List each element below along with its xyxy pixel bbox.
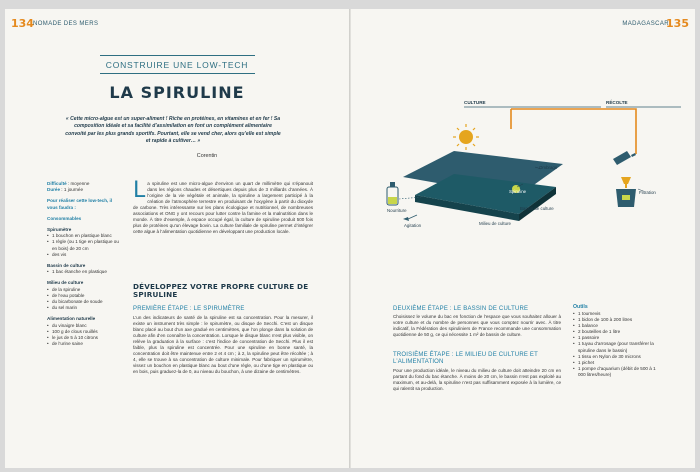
running-header-left: NOMADE DES MERS xyxy=(33,21,99,27)
group-title: Bassin de culture xyxy=(47,263,86,269)
drop-cap: L xyxy=(133,178,146,203)
list-item: • du sel marin xyxy=(47,305,121,311)
step-1-text: L’un des indicateurs de santé de la spiruline est sa concentration. Pour la mesurer, il existe un instrument très simple : le spirumètre, ou disque de Secchi. C’est un disque blanc placé au bout d’un axe gradué en centimètres, que l’on plonge dans la solution de culture afin d’en connaître la concentration. Lorsque le disque blanc n’est plus visible, on relève la graduation à la surface : c’est l’indice de concentration de Secchi. Plus il est faible, plus la spiruline est concentrée. Pour une spiruline en bonne santé, la concentration doit être maintenue entre 2 et 4 cm ; à 2, la spiruline peut être récoltée ; à 4, elle se trouve à sa concentration de culture minimale. Pour fabriquer un spirumètre, vissez un bouchon en plastique blanc au bout d’une règle, ou d’une tige en plastique ou en bois, puis graduez-la de 0, au niveau du bouchon, à une dizaine de centimètres. xyxy=(133,315,313,375)
harvest-label: RÉCOLTE xyxy=(606,100,628,105)
group-title: Alimentation naturelle xyxy=(47,316,96,322)
section-rule-top xyxy=(100,55,255,56)
tool-item: • 1 pompe d’aquarium (débit de 500 à 1 000 litres/heure) xyxy=(573,366,657,378)
list-item: • de l’eau potable xyxy=(47,293,121,299)
filter-bucket-icon xyxy=(616,189,636,207)
culture-diagram xyxy=(351,9,695,269)
list-item: • 1 règle (ou 1 tige en plastique ou en bois) de 20 cm xyxy=(47,239,121,251)
difficulty-value: : moyenne xyxy=(66,181,90,186)
intro-quote: « Cette micro-algue est un super-aliment ! Riche en protéines, en vitamines et en fer ! Sa composition idéale et sa facilité d’assimilation en font un complément alimentaire convoité par les plus grands sportifs. Pourtant, elle se vend cher, alors qu’elle est simple et rapide à cultiver… » xyxy=(65,116,281,144)
running-header-right: MADAGASCAR xyxy=(622,21,669,27)
tools-list xyxy=(573,311,657,378)
funnel-icon xyxy=(621,177,631,188)
tool-item: • 2 bouteilles de 1 litre xyxy=(573,329,657,335)
process-bracket xyxy=(511,109,636,154)
list-item: • du bicarbonate de soude xyxy=(47,299,121,305)
tool-item: • 1 passoire xyxy=(573,335,657,341)
left-page xyxy=(5,9,349,468)
duration-value: : 1 journée xyxy=(60,187,84,193)
page-title: LA SPIRULINE xyxy=(109,83,245,102)
food-bottle-icon xyxy=(387,182,398,205)
section-subhead: DÉVELOPPEZ VOTRE PROPRE CULTURE DE SPIRULINE xyxy=(133,282,309,300)
step-3-title: TROISIÈME ÉTAPE : LE MILIEU DE CULTURE ET L’ALIMENTATION xyxy=(393,352,538,365)
label-bassin: Bassin de culture xyxy=(520,206,554,211)
step-3-text: Pour une production idéale, le niveau du milieu de culture doit atteindre 20 cm en partant du fond du bac étanche. À moins de 20 cm, le bassin n’est pas exploité au maximum, et au-delà, la spiruline n’est pas suffisamment exposée à la lumière, ce qui ralentit sa production. xyxy=(393,368,561,392)
label-milieu: Milieu de culture xyxy=(479,221,511,226)
page-number-right: 135 xyxy=(666,17,689,30)
intro-text: a spiruline est une micro-algue d’environ un quart de millimètre qui s’épanouit dans les régions chaudes et désertiques depuis plus de 3 milliards d’années. À l’origine de la vie végétale et animale, la spiruline a largement participé à la création de l’atmosphère terrestre en produisant de l’oxygène à partir du dioxyde de carbone. Très intéressante sur les plans écologique et nutritionnel, de nombreuses associations et ONG y ont recours pour lutter contre la famine et la malnutrition dans le monde. À titre d’exemple, à espace occupé égal, la culture de spiruline produit 500 fois plus de protéines qu’un élevage bovin. La culture familiale de spiruline permet d’intégrer cette algue à l’alimentation quotidienne en développant une production locale. xyxy=(133,181,313,235)
materials-sidebar xyxy=(47,181,121,347)
tools-title: Outils xyxy=(573,304,588,310)
page-number-left: 134 xyxy=(11,17,34,30)
duration-label: Durée xyxy=(47,187,61,193)
tool-item: • 1 pichet xyxy=(573,360,657,366)
tool-item: • 1 balance xyxy=(573,323,657,329)
tool-item: • 1 tournevis xyxy=(573,311,657,317)
tool-item: • 1 tuyau d’arrosage (pour transférer la spiruline dans le bassin) xyxy=(573,341,657,353)
quote-author: Corentin xyxy=(196,153,218,159)
tool-item: • 1 tissu en Nylon de 30 microns xyxy=(573,354,657,360)
difficulty-label: Difficulté xyxy=(47,181,67,186)
agitation-icon xyxy=(403,215,417,221)
step-2-text: Choisissez le volume du bac en fonction de l’espace que vous souhaitez allouer à votre culture et du nombre de personnes que vous comptez nourrir avec. À titre indicatif, la Fédération des spiruliniers de France recommande une consommation quotidienne de 50 g, ce qui nécessite 1 m² de bassin de culture. xyxy=(393,314,561,338)
step-1-title: PREMIÈRE ÉTAPE : LE SPIRUMÈTRE xyxy=(133,306,245,312)
list-item: • 1 bac étanche en plastique xyxy=(47,269,121,275)
consumables-header: Consommables xyxy=(47,215,82,221)
label-ombrage: Ombrage xyxy=(539,165,558,170)
intro-paragraph xyxy=(133,178,313,235)
list-item: • de l’urine saine xyxy=(47,341,121,347)
section-title: CONSTRUIRE UNE LOW-TECH xyxy=(105,60,249,70)
section-rule-bottom xyxy=(100,73,255,74)
label-agitation: Agitation xyxy=(404,223,422,228)
list-item: • de la spiruline xyxy=(47,287,121,293)
pouring-bottle-icon xyxy=(613,151,636,165)
tool-item: • 1 bidon de 100 à 200 litres xyxy=(573,317,657,323)
list-item: • 100 g de clous rouillés xyxy=(47,329,121,335)
list-item: • du vinaigre blanc xyxy=(47,323,121,329)
label-spiruline: Spiruline xyxy=(509,189,527,194)
sun-icon xyxy=(453,124,479,150)
label-nourriture: Nourriture xyxy=(387,208,407,213)
group-title: Spirumètre xyxy=(47,227,72,233)
materials-intro: Pour réaliser cette low-tech, il vous faudra : xyxy=(47,198,113,210)
list-item: • le jus de 5 à 10 citrons xyxy=(47,335,121,341)
list-item: • 1 bouchon en plastique blanc xyxy=(47,233,121,239)
label-filtration: Filtration xyxy=(639,190,656,195)
right-page xyxy=(351,9,695,468)
list-item: • des vis xyxy=(47,252,121,258)
group-title: Milieu de culture xyxy=(47,280,84,286)
culture-label: CULTURE xyxy=(464,100,486,105)
step-2-title: DEUXIÈME ÉTAPE : LE BASSIN DE CULTURE xyxy=(393,306,529,312)
